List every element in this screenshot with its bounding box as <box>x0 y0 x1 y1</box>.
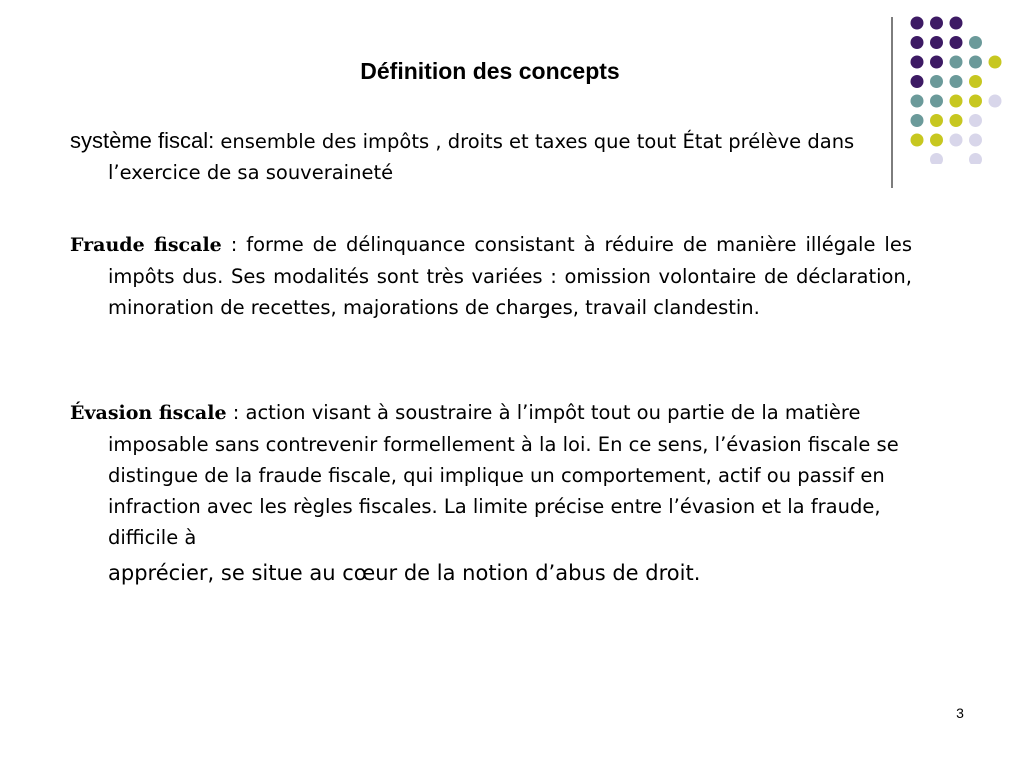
dot-lime <box>989 56 1002 69</box>
dot-teal <box>950 75 963 88</box>
definition-text-evasion-fiscale: : action visant à soustraire à l’impôt tout ou partie de la matière imposable sans contrevenir formellement à la loi. En ce sens, l’évasion fiscale se distingue de la fraude fiscale, qui implique un comportement, actif ou passif en infraction avec les règles fiscales. La limite précise entre l’évasion et la fraude, difficile à <box>108 401 899 549</box>
dot-lime <box>930 114 943 127</box>
dot-lime <box>969 95 982 108</box>
dot-teal <box>930 95 943 108</box>
dot-purple <box>930 17 943 30</box>
slide-title: Définition des concepts <box>360 58 620 84</box>
dot-lime <box>950 114 963 127</box>
definition-text-fraude-fiscale: : forme de délinquance consistant à réduire de manière illégale les impôts dus. Ses modalités sont très variées : omission volontaire de déclaration, minoration de recettes, majorations de charges, travail clandestin. <box>108 233 912 319</box>
dot-purple <box>911 56 924 69</box>
dot-lime <box>950 95 963 108</box>
term-fraude-fiscale: Fraude fiscale <box>70 234 222 256</box>
dot-teal <box>950 56 963 69</box>
dot-lime <box>969 75 982 88</box>
dot-purple <box>911 75 924 88</box>
definition-text-systeme-fiscal: ensemble des impôts , droits et taxes que tout État prélève dans l’exercice de sa souveraineté <box>108 130 855 184</box>
dot-purple <box>911 36 924 49</box>
dot-teal <box>930 75 943 88</box>
dot-lavender <box>969 153 982 164</box>
vertical-divider <box>891 17 893 188</box>
decorative-dot-grid <box>908 14 1004 164</box>
dot-lavender <box>969 134 982 147</box>
dot-lavender <box>950 134 963 147</box>
definition-systeme-fiscal <box>70 125 870 188</box>
definition-text-evasion-fiscale-end: apprécier, se situe au cœur de la notion d’abus de droit. <box>108 561 701 585</box>
dot-purple <box>950 17 963 30</box>
dot-purple <box>930 36 943 49</box>
dot-teal <box>969 56 982 69</box>
dot-grid-graphic <box>908 14 1004 164</box>
dot-teal <box>911 114 924 127</box>
dot-purple <box>930 56 943 69</box>
page-number: 3 <box>956 705 964 721</box>
dot-lime <box>930 134 943 147</box>
definition-fraude-fiscale <box>70 229 912 323</box>
dot-lavender <box>989 95 1002 108</box>
dot-teal <box>911 95 924 108</box>
term-evasion-fiscale: Évasion fiscale <box>70 402 227 424</box>
term-systeme-fiscal: système fiscal: <box>70 128 221 153</box>
definition-evasion-fiscale <box>70 397 900 593</box>
dot-lavender <box>969 114 982 127</box>
dot-lime <box>911 134 924 147</box>
dot-purple <box>911 17 924 30</box>
dot-teal <box>969 36 982 49</box>
dot-purple <box>950 36 963 49</box>
dot-lavender <box>930 153 943 164</box>
